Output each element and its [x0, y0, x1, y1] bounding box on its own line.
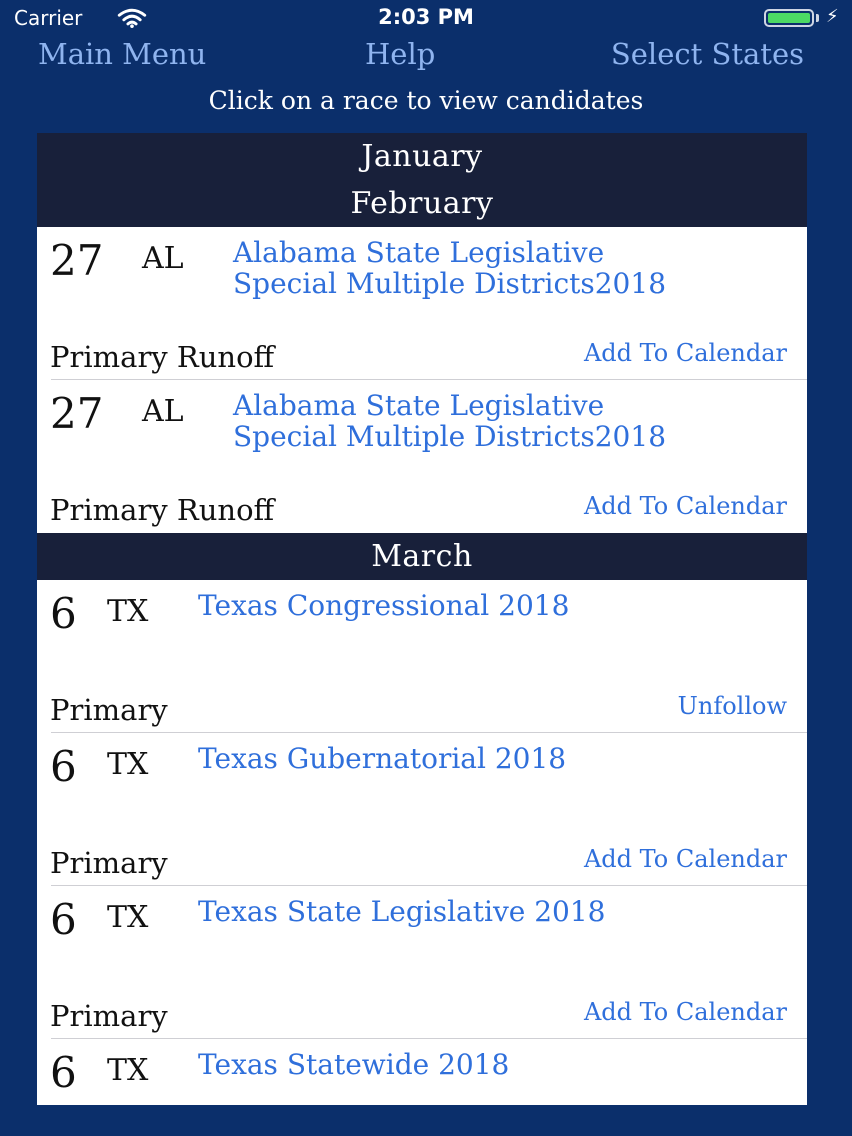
month-header-january: January	[37, 133, 807, 180]
race-title-link[interactable]	[198, 743, 789, 774]
race-title-link[interactable]	[198, 896, 789, 927]
race-row[interactable]	[37, 380, 807, 533]
month-header-february: February	[37, 180, 807, 227]
race-title-line: Special Multiple Districts2018	[233, 420, 667, 453]
race-state: TX	[107, 594, 149, 629]
race-row[interactable]	[37, 580, 807, 733]
race-type: Primary	[50, 999, 168, 1033]
race-day: 6	[50, 589, 77, 638]
instruction-text: Click on a race to view candidates	[208, 86, 644, 115]
add-to-calendar-button[interactable]: Add To Calendar	[583, 339, 787, 367]
race-day: 6	[50, 895, 77, 944]
add-to-calendar-button[interactable]: Add To Calendar	[583, 845, 787, 873]
main-menu-button[interactable]: Main Menu	[38, 37, 207, 71]
race-title-line: Special Multiple Districts2018	[233, 267, 667, 300]
race-row[interactable]	[37, 733, 807, 886]
race-title-line: Alabama State Legislative	[233, 236, 605, 269]
race-day: 27	[50, 236, 104, 285]
race-title-link[interactable]	[233, 390, 789, 452]
race-state: TX	[107, 900, 149, 935]
race-title-line: Alabama State Legislative	[233, 389, 605, 422]
battery-tip	[816, 14, 819, 22]
race-day: 6	[50, 742, 77, 791]
race-type: Primary	[50, 846, 168, 880]
race-state: TX	[107, 1053, 149, 1088]
battery-level	[768, 13, 810, 23]
race-title-link[interactable]	[198, 1049, 789, 1080]
race-list[interactable]	[37, 133, 807, 1105]
race-day: 27	[50, 389, 104, 438]
race-type: Primary	[50, 693, 168, 727]
race-row[interactable]	[37, 227, 807, 380]
race-row[interactable]	[37, 886, 807, 1039]
battery-icon	[764, 9, 814, 27]
select-states-button[interactable]: Select States	[610, 37, 804, 71]
race-title-line: Texas Congressional 2018	[198, 589, 570, 622]
month-header-march: March	[37, 533, 807, 580]
race-type: Primary Runoff	[50, 493, 275, 527]
race-state: TX	[107, 747, 149, 782]
race-type: Primary Runoff	[50, 340, 275, 374]
carrier-label: Carrier	[14, 6, 83, 30]
help-button[interactable]: Help	[365, 37, 436, 71]
race-title-link[interactable]	[233, 237, 789, 299]
race-title-line: Texas Statewide 2018	[198, 1048, 510, 1081]
charging-bolt-icon: ⚡	[826, 6, 839, 27]
race-state: AL	[142, 241, 184, 276]
add-to-calendar-button[interactable]: Add To Calendar	[583, 998, 787, 1026]
unfollow-button[interactable]: Unfollow	[677, 692, 787, 720]
race-title-line: Texas State Legislative 2018	[198, 895, 606, 928]
add-to-calendar-button[interactable]: Add To Calendar	[583, 492, 787, 520]
race-title-line: Texas Gubernatorial 2018	[198, 742, 567, 775]
status-bar	[0, 0, 852, 34]
race-day: 6	[50, 1048, 77, 1097]
clock-time: 2:03 PM	[378, 5, 474, 29]
race-state: AL	[142, 394, 184, 429]
race-row[interactable]	[37, 1039, 807, 1105]
race-title-link[interactable]	[198, 590, 789, 621]
